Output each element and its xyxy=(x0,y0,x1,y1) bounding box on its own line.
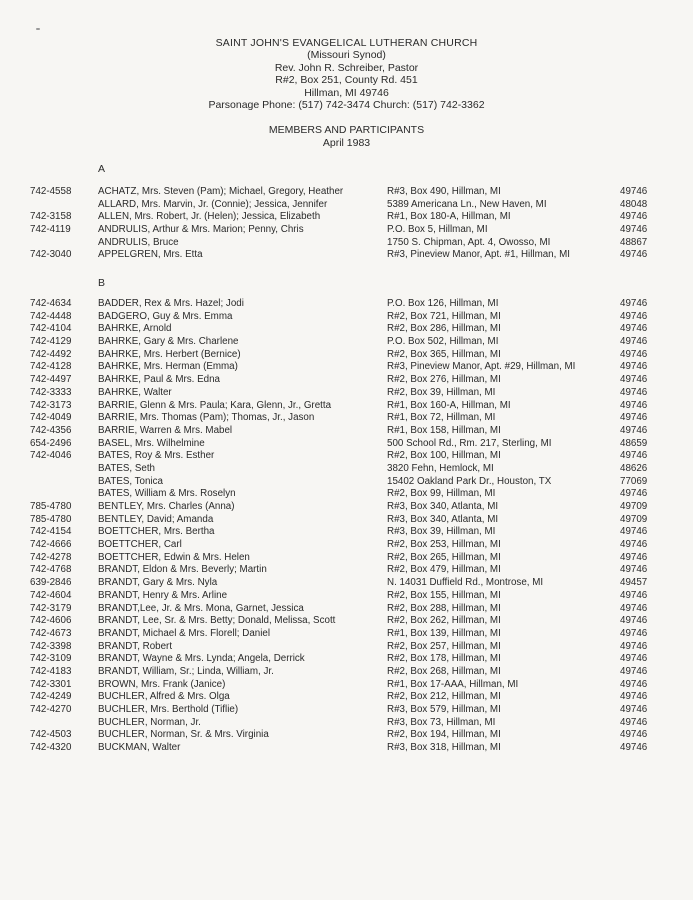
paper-speck xyxy=(36,28,40,30)
member-name: BAHRKE, Mrs. Herbert (Bernice) xyxy=(98,348,241,360)
member-zip: 49746 xyxy=(620,186,648,197)
member-row xyxy=(0,577,693,590)
church-city: Hillman, MI 49746 xyxy=(304,86,389,99)
member-address: R#3, Pineview Manor, Apt. #1, Hillman, MI xyxy=(387,249,570,261)
member-name: BRANDT, Wayne & Mrs. Lynda; Angela, Derrick xyxy=(98,653,305,665)
member-row xyxy=(0,615,693,628)
member-address: R#1, Box 72, Hillman, MI xyxy=(387,412,496,424)
member-name: ANDRULIS, Bruce xyxy=(98,236,179,248)
member-zip: 49746 xyxy=(620,742,648,754)
member-address: R#1, Box 139, Hillman, MI xyxy=(387,627,501,639)
section-b-list xyxy=(0,298,693,755)
member-zip: 49746 xyxy=(620,348,648,360)
member-row xyxy=(0,438,693,451)
member-name: BRANDT, Eldon & Mrs. Beverly; Martin xyxy=(98,564,267,576)
member-name: BENTLEY, David; Amanda xyxy=(98,513,214,525)
member-phone: 654-2496 xyxy=(30,437,72,449)
member-name: BAHRKE, Gary & Mrs. Charlene xyxy=(98,336,239,348)
member-row xyxy=(0,311,693,324)
member-phone: 742-4183 xyxy=(30,665,72,677)
member-name: BOETTCHER, Carl xyxy=(98,539,182,551)
member-zip: 49746 xyxy=(620,412,648,424)
member-phone: 742-4270 xyxy=(30,704,72,715)
member-phone: 742-4129 xyxy=(30,336,72,348)
member-address: R#3, Box 340, Atlanta, MI xyxy=(387,513,499,525)
member-phone: 785-4780 xyxy=(30,513,72,525)
member-address: R#2, Box 479, Hillman, MI xyxy=(387,564,501,576)
document-title: MEMBERS AND PARTICIPANTS xyxy=(268,124,425,136)
member-zip: 48867 xyxy=(620,236,648,248)
member-name: BRANDT, Michael & Mrs. Florell; Daniel xyxy=(98,627,271,639)
member-zip: 49746 xyxy=(620,653,648,665)
member-zip: 49457 xyxy=(620,577,648,589)
church-name: SAINT JOHN'S EVANGELICAL LUTHERAN CHURCH xyxy=(215,37,478,49)
member-name: BADGERO, Guy & Mrs. Emma xyxy=(98,310,233,322)
member-zip: 49746 xyxy=(620,298,648,309)
member-phone: 742-4604 xyxy=(30,589,72,601)
member-address: R#2, Box 257, Hillman, MI xyxy=(387,640,501,652)
member-row xyxy=(0,526,693,539)
member-zip: 49746 xyxy=(620,627,648,639)
member-name: BATES, Tonica xyxy=(98,475,163,487)
member-address: R#3, Box 490, Hillman, MI xyxy=(387,186,501,197)
member-zip: 49746 xyxy=(620,615,648,627)
member-zip: 49746 xyxy=(620,249,648,261)
member-address: R#2, Box 276, Hillman, MI xyxy=(387,374,501,386)
member-name: BROWN, Mrs. Frank (Janice) xyxy=(98,678,226,690)
member-zip: 49746 xyxy=(620,361,648,373)
member-row xyxy=(0,412,693,425)
member-phone: 742-3333 xyxy=(30,386,72,398)
member-phone: 742-3301 xyxy=(30,678,72,690)
church-address: R#2, Box 251, County Rd. 451 xyxy=(275,74,418,87)
member-name: BAHRKE, Walter xyxy=(98,386,172,398)
member-address: P.O. Box 502, Hillman, MI xyxy=(387,336,499,348)
member-zip: 49709 xyxy=(620,501,648,512)
member-address: R#2, Box 288, Hillman, MI xyxy=(387,602,501,614)
member-phone: 742-3179 xyxy=(30,602,72,614)
member-row xyxy=(0,729,693,742)
member-phone: 639-2846 xyxy=(30,577,72,589)
member-name: ANDRULIS, Arthur & Mrs. Marion; Penny, Chris xyxy=(98,224,304,236)
member-name: BRANDT, Henry & Mrs. Arline xyxy=(98,589,228,601)
member-phone: 742-4497 xyxy=(30,374,72,386)
member-row xyxy=(0,463,693,476)
church-header xyxy=(0,37,693,111)
member-address: R#3, Box 73, Hillman, MI xyxy=(387,716,496,728)
member-zip: 48048 xyxy=(620,198,648,210)
member-row xyxy=(0,425,693,438)
member-name: BADDER, Rex & Mrs. Hazel; Jodi xyxy=(98,298,244,309)
member-row xyxy=(0,298,693,311)
member-name: BRANDT, William, Sr.; Linda, William, Jr. xyxy=(98,665,274,677)
member-zip: 49746 xyxy=(620,424,648,436)
member-address: R#2, Box 194, Hillman, MI xyxy=(387,729,501,741)
member-zip: 77069 xyxy=(620,475,648,487)
member-row xyxy=(0,361,693,374)
member-row xyxy=(0,224,693,237)
member-address: R#3, Box 579, Hillman, MI xyxy=(387,704,501,715)
member-name: BOETTCHER, Mrs. Bertha xyxy=(98,526,215,538)
member-phone: 785-4780 xyxy=(30,501,72,512)
member-row xyxy=(0,717,693,730)
member-row xyxy=(0,249,693,262)
member-name: BRANDT, Robert xyxy=(98,640,173,652)
member-phone: 742-4666 xyxy=(30,539,72,551)
member-zip: 49746 xyxy=(620,336,648,348)
member-row xyxy=(0,590,693,603)
member-phone: 742-4673 xyxy=(30,627,72,639)
member-zip: 49746 xyxy=(620,640,648,652)
member-name: BRANDT,Lee, Jr. & Mrs. Mona, Garnet, Jessica xyxy=(98,602,304,614)
member-name: BATES, Seth xyxy=(98,462,155,474)
member-name: BUCHLER, Alfred & Mrs. Olga xyxy=(98,691,230,703)
member-address: R#1, Box 17-AAA, Hillman, MI xyxy=(387,678,519,690)
member-name: BASEL, Mrs. Wilhelmine xyxy=(98,437,205,449)
member-name: BAHRKE, Paul & Mrs. Edna xyxy=(98,374,220,386)
member-address: R#2, Box 721, Hillman, MI xyxy=(387,310,501,322)
member-phone: 742-4503 xyxy=(30,729,72,741)
member-address: R#2, Box 39, Hillman, MI xyxy=(387,386,496,398)
member-row xyxy=(0,603,693,616)
member-address: 500 School Rd., Rm. 217, Sterling, MI xyxy=(387,437,552,449)
member-row xyxy=(0,476,693,489)
document-date: April 1983 xyxy=(322,136,371,149)
member-name: BRANDT, Lee, Sr. & Mrs. Betty; Donald, Melissa, Scott xyxy=(98,615,336,627)
member-address: R#2, Box 100, Hillman, MI xyxy=(387,450,501,462)
member-phone: 742-3173 xyxy=(30,399,72,411)
member-zip: 49746 xyxy=(620,691,648,703)
member-phone: 742-4320 xyxy=(30,742,72,754)
member-phone: 742-3398 xyxy=(30,640,72,652)
member-name: BOETTCHER, Edwin & Mrs. Helen xyxy=(98,551,250,563)
member-phone: 742-4448 xyxy=(30,310,72,322)
member-row xyxy=(0,237,693,250)
member-row xyxy=(0,211,693,224)
member-phone: 742-4356 xyxy=(30,424,72,436)
member-zip: 49746 xyxy=(620,665,648,677)
member-row xyxy=(0,450,693,463)
member-phone: 742-4278 xyxy=(30,551,72,563)
member-row xyxy=(0,374,693,387)
member-address: R#2, Box 286, Hillman, MI xyxy=(387,323,501,335)
member-phone: 742-4634 xyxy=(30,298,72,309)
member-zip: 49746 xyxy=(620,716,648,728)
member-address: R#1, Box 160-A, Hillman, MI xyxy=(387,399,511,411)
member-name: BATES, William & Mrs. Roselyn xyxy=(98,488,236,500)
member-name: ACHATZ, Mrs. Steven (Pam); Michael, Gregory, Heather xyxy=(98,186,344,197)
member-zip: 49746 xyxy=(620,678,648,690)
member-zip: 49746 xyxy=(620,729,648,741)
member-name: ALLEN, Mrs. Robert, Jr. (Helen); Jessica, Elizabeth xyxy=(98,211,321,223)
member-row xyxy=(0,704,693,717)
member-address: N. 14031 Duffield Rd., Montrose, MI xyxy=(387,577,544,589)
member-row xyxy=(0,653,693,666)
member-name: BAHRKE, Arnold xyxy=(98,323,172,335)
member-address: R#3, Box 318, Hillman, MI xyxy=(387,742,501,754)
member-address: R#2, Box 365, Hillman, MI xyxy=(387,348,501,360)
member-row xyxy=(0,387,693,400)
section-letter-a: A xyxy=(98,163,106,175)
member-address: P.O. Box 5, Hillman, MI xyxy=(387,224,488,236)
member-zip: 49746 xyxy=(620,602,648,614)
member-name: BARRIE, Warren & Mrs. Mabel xyxy=(98,424,233,436)
member-zip: 49746 xyxy=(620,224,648,236)
member-name: BENTLEY, Mrs. Charles (Anna) xyxy=(98,501,235,512)
member-name: APPELGREN, Mrs. Etta xyxy=(98,249,203,261)
member-row xyxy=(0,323,693,336)
member-phone: 742-4768 xyxy=(30,564,72,576)
member-zip: 49746 xyxy=(620,704,648,715)
member-zip: 49746 xyxy=(620,374,648,386)
member-address: R#1, Box 180-A, Hillman, MI xyxy=(387,211,511,223)
member-name: BAHRKE, Mrs. Herman (Emma) xyxy=(98,361,238,373)
member-row xyxy=(0,349,693,362)
member-zip: 49746 xyxy=(620,399,648,411)
member-phone: 742-4128 xyxy=(30,361,72,373)
document-subheader xyxy=(0,124,693,149)
member-name: ALLARD, Mrs. Marvin, Jr. (Connie); Jessica, Jennifer xyxy=(98,198,328,210)
member-address: R#2, Box 268, Hillman, MI xyxy=(387,665,501,677)
member-name: BRANDT, Gary & Mrs. Nyla xyxy=(98,577,218,589)
member-name: BUCKMAN, Walter xyxy=(98,742,181,754)
member-address: R#2, Box 253, Hillman, MI xyxy=(387,539,501,551)
member-row xyxy=(0,514,693,527)
member-address: R#3, Pineview Manor, Apt. #29, Hillman, MI xyxy=(387,361,576,373)
member-zip: 49746 xyxy=(620,211,648,223)
member-phone: 742-4492 xyxy=(30,348,72,360)
member-name: BUCHLER, Mrs. Berthold (Tiflie) xyxy=(98,704,239,715)
member-phone: 742-4249 xyxy=(30,691,72,703)
member-phone: 742-4154 xyxy=(30,526,72,538)
member-row xyxy=(0,539,693,552)
member-row xyxy=(0,186,693,199)
member-address: P.O. Box 126, Hillman, MI xyxy=(387,298,499,309)
member-phone: 742-4606 xyxy=(30,615,72,627)
member-row xyxy=(0,501,693,514)
member-zip: 49746 xyxy=(620,488,648,500)
phone-numbers: Parsonage Phone: (517) 742-3474 Church: (517) 742-3362 xyxy=(208,99,485,112)
member-name: BUCHLER, Norman, Jr. xyxy=(98,716,201,728)
member-row xyxy=(0,336,693,349)
member-row xyxy=(0,199,693,212)
member-address: R#2, Box 155, Hillman, MI xyxy=(387,589,501,601)
member-phone: 742-3158 xyxy=(30,211,72,223)
member-address: 3820 Fehn, Hemlock, MI xyxy=(387,462,494,474)
member-zip: 48626 xyxy=(620,462,648,474)
member-address: R#2, Box 265, Hillman, MI xyxy=(387,551,501,563)
member-address: 15402 Oakland Park Dr., Houston, TX xyxy=(387,475,552,487)
member-zip: 49746 xyxy=(620,589,648,601)
member-phone: 742-3040 xyxy=(30,249,72,261)
member-row xyxy=(0,488,693,501)
synod: (Missouri Synod) xyxy=(307,49,386,62)
member-zip: 49746 xyxy=(620,539,648,551)
member-row xyxy=(0,679,693,692)
pastor: Rev. John R. Schreiber, Pastor xyxy=(274,61,419,74)
member-address: R#3, Box 340, Atlanta, MI xyxy=(387,501,499,512)
member-row xyxy=(0,564,693,577)
member-phone: 742-4104 xyxy=(30,323,72,335)
section-letter-b: B xyxy=(98,277,106,289)
member-zip: 49746 xyxy=(620,450,648,462)
member-row xyxy=(0,400,693,413)
member-zip: 49746 xyxy=(620,323,648,335)
member-address: R#2, Box 178, Hillman, MI xyxy=(387,653,501,665)
member-address: 1750 S. Chipman, Apt. 4, Owosso, MI xyxy=(387,236,551,248)
member-phone: 742-3109 xyxy=(30,653,72,665)
member-zip: 49746 xyxy=(620,551,648,563)
member-address: R#2, Box 262, Hillman, MI xyxy=(387,615,501,627)
member-name: BATES, Roy & Mrs. Esther xyxy=(98,450,215,462)
member-zip: 49746 xyxy=(620,310,648,322)
member-zip: 48659 xyxy=(620,437,648,449)
member-row xyxy=(0,742,693,755)
member-address: R#2, Box 99, Hillman, MI xyxy=(387,488,496,500)
member-row xyxy=(0,641,693,654)
member-phone: 742-4046 xyxy=(30,450,72,462)
member-row xyxy=(0,628,693,641)
member-zip: 49709 xyxy=(620,513,648,525)
member-phone: 742-4558 xyxy=(30,186,72,197)
member-row xyxy=(0,666,693,679)
member-name: BARRIE, Mrs. Thomas (Pam); Thomas, Jr., Jason xyxy=(98,412,315,424)
section-a-list xyxy=(0,186,693,262)
member-address: R#2, Box 212, Hillman, MI xyxy=(387,691,501,703)
member-zip: 49746 xyxy=(620,386,648,398)
member-phone: 742-4049 xyxy=(30,412,72,424)
member-address: R#1, Box 158, Hillman, MI xyxy=(387,424,501,436)
member-address: R#3, Box 39, Hillman, MI xyxy=(387,526,496,538)
member-name: BUCHLER, Norman, Sr. & Mrs. Virginia xyxy=(98,729,269,741)
member-zip: 49746 xyxy=(620,526,648,538)
member-name: BARRIE, Glenn & Mrs. Paula; Kara, Glenn, Jr., Gretta xyxy=(98,399,332,411)
member-phone: 742-4119 xyxy=(30,224,71,236)
member-zip: 49746 xyxy=(620,564,648,576)
member-row xyxy=(0,552,693,565)
member-row xyxy=(0,691,693,704)
member-address: 5389 Americana Ln., New Haven, MI xyxy=(387,198,547,210)
